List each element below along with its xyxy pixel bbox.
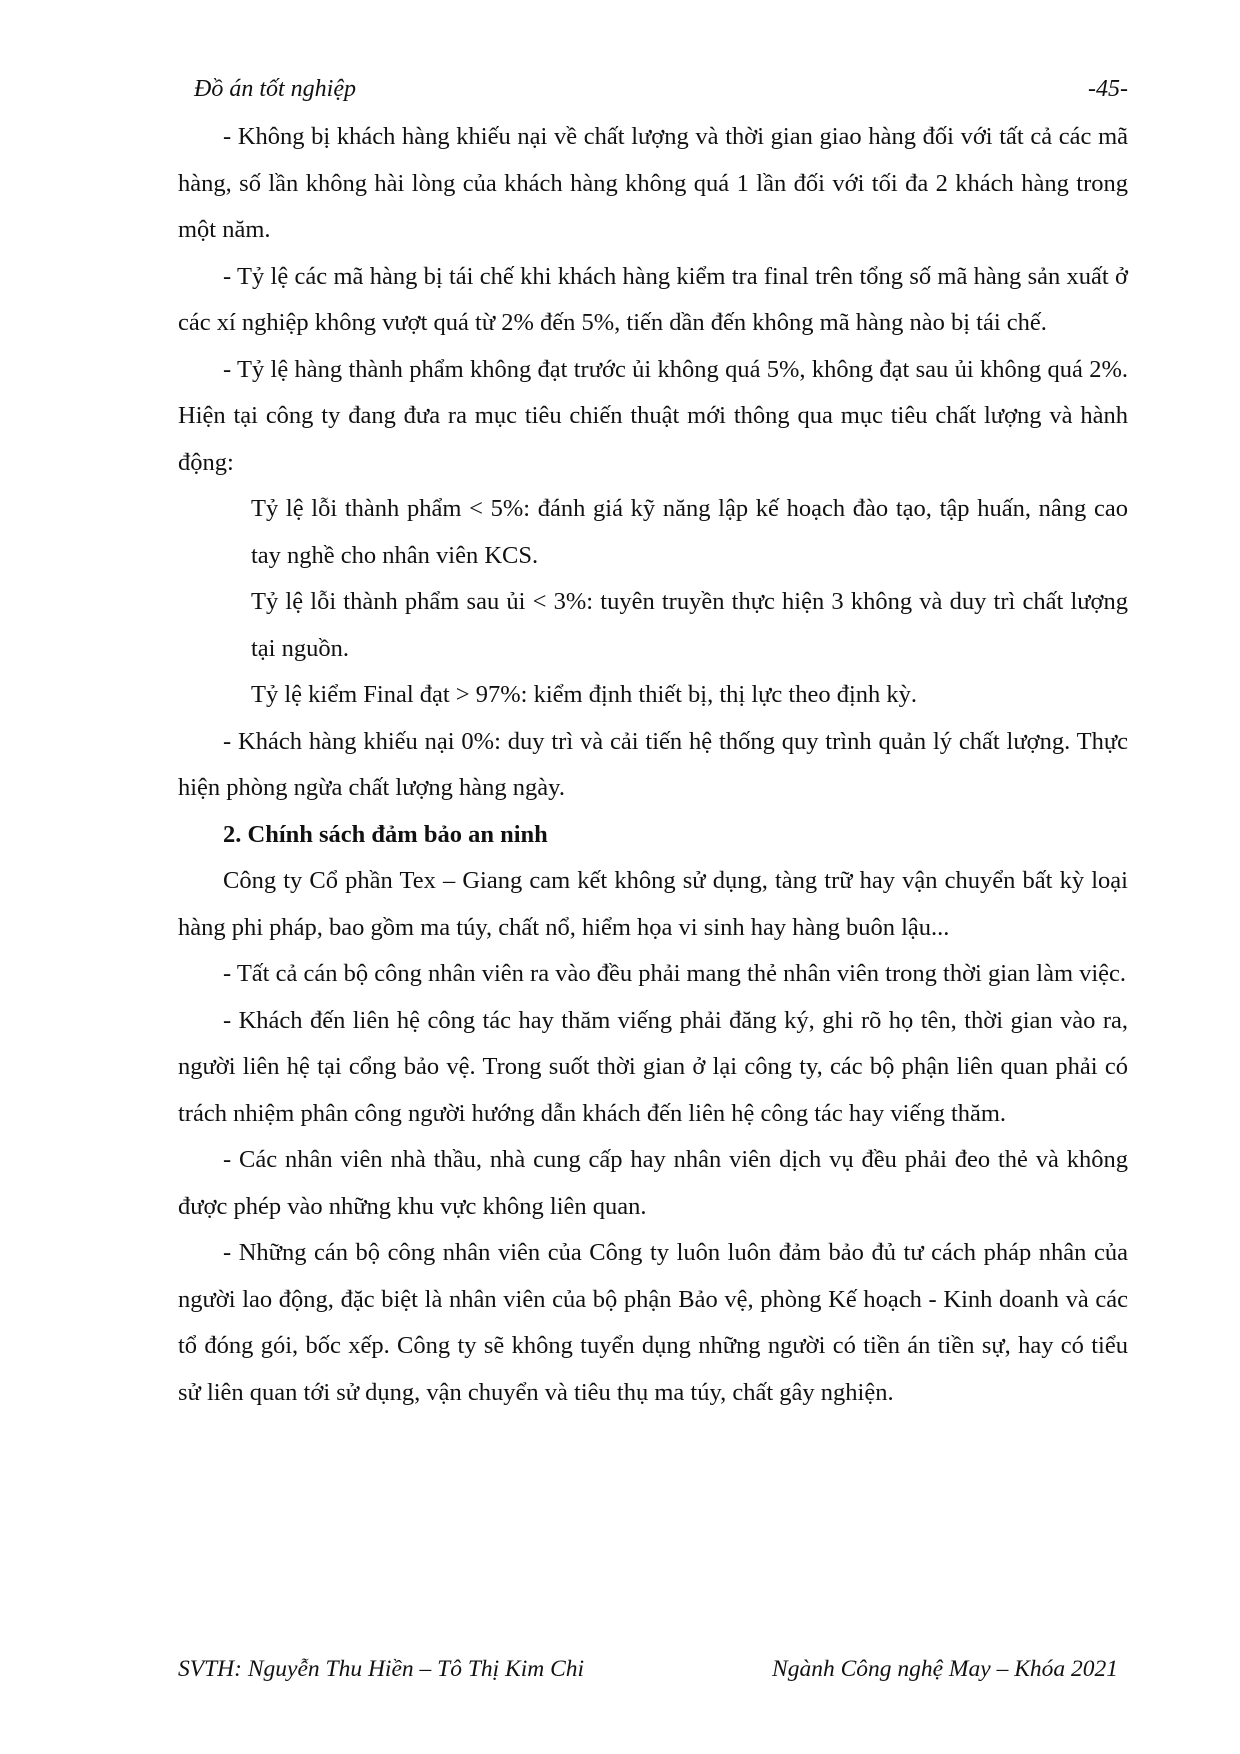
section-heading: 2. Chính sách đảm bảo an ninh: [223, 820, 548, 848]
footer-program: Ngành Công nghệ May – Khóa 2021: [772, 1656, 1118, 1682]
paragraph-visitors: - Khách đến liên hệ công tác hay thăm viếng phải đăng ký, ghi rõ họ tên, thời gian vào ra, người liên hệ tại cổng bảo vệ. Trong suốt thời gian ở lại công ty, các bộ phận liên quan phải có trách nhiệm phân công người hướng dẫn khách đến liên hệ công tác hay viếng thăm.: [178, 1006, 1128, 1127]
objective-item: Tỷ lệ lỗi thành phẩm < 5%: đánh giá kỹ năng lập kế hoạch đào tạo, tập huấn, nâng cao tay nghề cho nhân viên KCS.: [251, 495, 1128, 569]
paragraph-employee-badge: - Tất cả cán bộ công nhân viên ra vào đều phải mang thẻ nhân viên trong thời gian làm việc.: [223, 960, 1127, 987]
paragraph-commitment: Công ty Cổ phần Tex – Giang cam kết không sử dụng, tàng trữ hay vận chuyển bất kỳ loại hàng phi pháp, bao gồm ma túy, chất nổ, hiểm họa vi sinh hay hàng buôn lậu...: [178, 867, 1128, 941]
paragraph-finished-goods: - Tỷ lệ hàng thành phẩm không đạt trước ủi không quá 5%, không đạt sau ủi không quá 2%. Hiện tại công ty đang đưa ra mục tiêu chiến thuật mới thông qua mục tiêu chất lượng và hành động:: [178, 355, 1128, 476]
page-number: -45-: [1088, 76, 1128, 102]
paragraph-contractors: - Các nhân viên nhà thầu, nhà cung cấp hay nhân viên dịch vụ đều phải đeo thẻ và không được phép vào những khu vực không liên quan.: [178, 1146, 1128, 1220]
header-title: Đồ án tốt nghiệp: [194, 76, 356, 102]
page-header: [178, 70, 1128, 102]
page-footer: [178, 1656, 1128, 1686]
objective-item: Tỷ lệ lỗi thành phẩm sau ủi < 3%: tuyên truyền thực hiện 3 không và duy trì chất lượng tại nguồn.: [251, 588, 1128, 662]
objective-item: Tỷ lệ kiểm Final đạt > 97%: kiểm định thiết bị, thị lực theo định kỳ.: [251, 681, 918, 708]
paragraph-zero-complaints: - Khách hàng khiếu nại 0%: duy trì và cải tiến hệ thống quy trình quản lý chất lượng. Thực hiện phòng ngừa chất lượng hàng ngày.: [178, 727, 1128, 801]
page-body: [178, 114, 1128, 1416]
paragraph-complaints: - Không bị khách hàng khiếu nại về chất lượng và thời gian giao hàng đối với tất cả các mã hàng, số lần không hài lòng của khách hàng không quá 1 lần đối với tối đa 2 khách hàng trong một năm.: [178, 123, 1128, 243]
paragraph-staff-eligibility: - Những cán bộ công nhân viên của Công ty luôn luôn đảm bảo đủ tư cách pháp nhân của người lao động, đặc biệt là nhân viên của bộ phận Bảo vệ, phòng Kế hoạch - Kinh doanh và các tổ đóng gói, bốc xếp. Công ty sẽ không tuyển dụng những người có tiền án tiền sự, hay có tiểu sử liên quan tới sử dụng, vận chuyển và tiêu thụ ma túy, chất gây nghiện.: [178, 1239, 1128, 1406]
paragraph-rework-rate: - Tỷ lệ các mã hàng bị tái chế khi khách hàng kiểm tra final trên tổng số mã hàng sản xuất ở các xí nghiệp không vượt quá từ 2% đến 5%, tiến dần đến không mã hàng nào bị tái chế.: [178, 262, 1128, 336]
footer-authors: SVTH: Nguyễn Thu Hiền – Tô Thị Kim Chi: [178, 1656, 585, 1682]
